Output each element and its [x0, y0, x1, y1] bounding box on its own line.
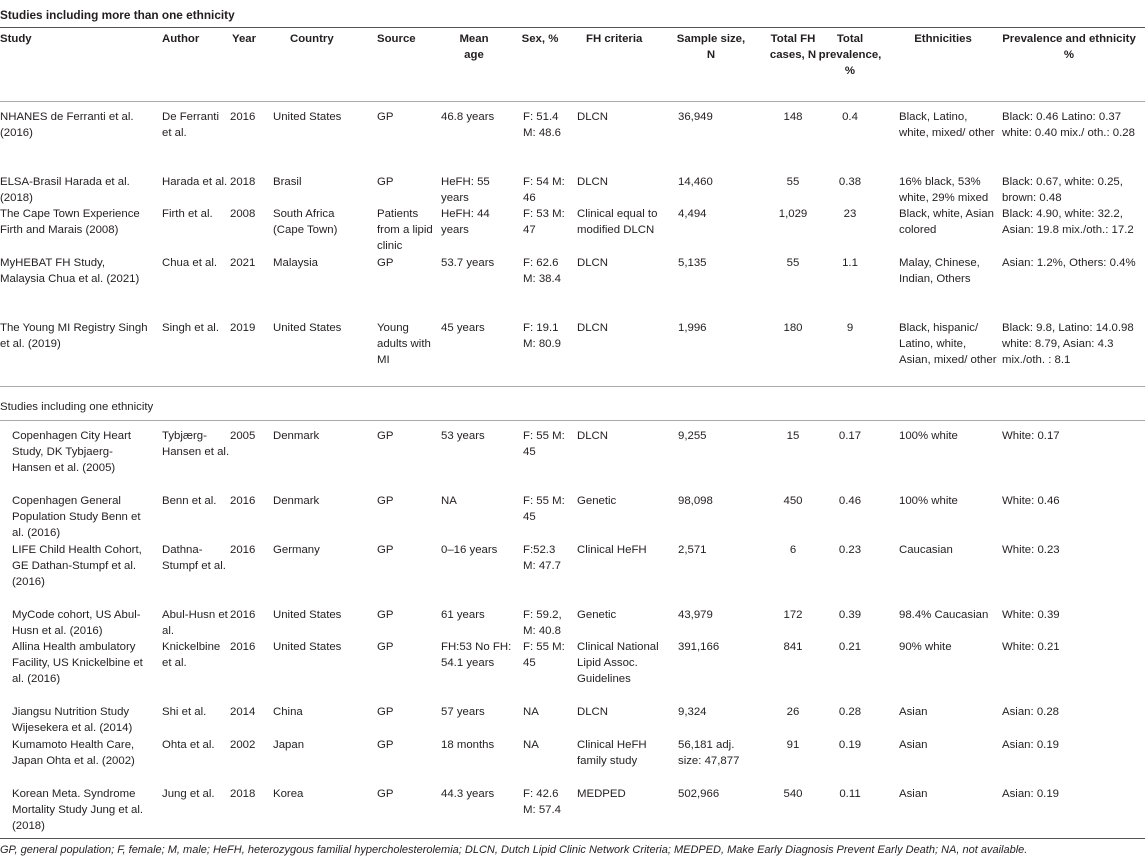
cell-fh-criteria: Clinical equal to modified DLCN — [577, 208, 658, 237]
header-prevalence-ethnicity: Prevalence and ethnicity % — [1002, 33, 1136, 62]
cell-sample-size: 98,098 — [678, 495, 713, 507]
cell-prevalence: 0.11 — [839, 788, 861, 800]
cell-prevalence-ethnicity: Black: 4.90, white: 32.2, Asian: 19.8 mix./oth.: 17.2 — [1002, 208, 1134, 237]
rule-section — [0, 386, 1145, 387]
cell-prevalence: 0.39 — [838, 609, 862, 621]
cell-mean-age: 53 years — [441, 430, 485, 442]
cell-fh-criteria: DLCN — [577, 257, 609, 269]
cell-country: South Africa (Cape Town) — [273, 208, 338, 237]
cell-year: 2016 — [230, 544, 256, 556]
cell-country: United States — [273, 322, 342, 334]
cell-ethnicities: Black, Latino, white, mixed/ other — [899, 111, 995, 140]
cell-sample-size: 43,979 — [678, 609, 713, 621]
cell-fh-cases: 1,029 — [778, 208, 808, 220]
cell-sex: F: 42.6 M: 57.4 — [523, 788, 561, 817]
cell-sex: F: 53 M: 47 — [523, 208, 565, 237]
cell-fh-criteria: Clinical HeFH — [577, 544, 647, 556]
cell-sample-size: 2,571 — [678, 544, 707, 556]
cell-mean-age: FH:53 No FH: 54.1 years — [441, 641, 512, 670]
cell-sample-size: 9,324 — [678, 706, 707, 718]
cell-study: ELSA-Brasil Harada et al. (2018) — [0, 176, 130, 205]
cell-prevalence-ethnicity: Asian: 0.19 — [1002, 739, 1059, 751]
cell-sample-size: 36,949 — [678, 111, 713, 123]
cell-country: United States — [273, 641, 342, 653]
cell-ethnicities: Asian — [899, 739, 928, 751]
cell-country: United States — [273, 609, 342, 621]
cell-prevalence: 0.21 — [838, 641, 862, 653]
cell-country: Brasil — [273, 176, 302, 188]
cell-study: Kumamoto Health Care, Japan Ohta et al. (2002) — [12, 739, 135, 768]
cell-ethnicities: 16% black, 53% white, 29% mixed — [899, 176, 989, 205]
header-fh-cases: Total FH cases, N — [769, 33, 817, 62]
cell-year: 2014 — [230, 706, 256, 718]
header-study: Study — [0, 33, 32, 45]
cell-mean-age: 61 years — [441, 609, 485, 621]
cell-author: Tybjærg-Hansen et al. — [162, 430, 230, 459]
cell-country: Malaysia — [273, 257, 318, 269]
cell-sex: F: 55 M: 45 — [523, 641, 565, 670]
cell-source: GP — [377, 788, 394, 800]
cell-author: Singh et al. — [162, 322, 219, 334]
header-fh-criteria: FH criteria — [586, 33, 643, 45]
cell-prevalence: 0.38 — [838, 176, 862, 188]
cell-mean-age: 45 years — [441, 322, 485, 334]
cell-source: Patients from a lipid clinic — [377, 208, 433, 253]
cell-author: Knickelbine et al. — [162, 641, 221, 670]
cell-study: Allina Health ambulatory Facility, US Knickelbine et al. (2016) — [12, 641, 143, 686]
cell-fh-criteria: DLCN — [577, 176, 609, 188]
cell-fh-criteria: Clinical HeFH family study — [577, 739, 647, 768]
cell-year: 2008 — [230, 208, 256, 220]
cell-sex: NA — [523, 706, 539, 718]
cell-prevalence: 0.19 — [838, 739, 862, 751]
cell-fh-criteria: Genetic — [577, 495, 617, 507]
cell-fh-criteria: DLCN — [577, 706, 609, 718]
header-year: Year — [232, 33, 257, 45]
cell-source: Young adults with MI — [377, 322, 431, 367]
cell-year: 2005 — [230, 430, 256, 442]
cell-fh-cases: 148 — [783, 111, 803, 123]
cell-sample-size: 9,255 — [678, 430, 707, 442]
cell-year: 2016 — [230, 111, 256, 123]
cell-source: GP — [377, 641, 394, 653]
cell-fh-cases: 172 — [783, 609, 803, 621]
cell-prevalence-ethnicity: Asian: 1.2%, Others: 0.4% — [1002, 257, 1136, 269]
cell-prevalence-ethnicity: White: 0.17 — [1002, 430, 1060, 442]
cell-prevalence-ethnicity: White: 0.46 — [1002, 495, 1060, 507]
rule-top — [0, 27, 1145, 28]
cell-prevalence-ethnicity: White: 0.39 — [1002, 609, 1060, 621]
cell-ethnicities: 100% white — [899, 495, 958, 507]
cell-source: GP — [377, 609, 394, 621]
cell-year: 2016 — [230, 495, 256, 507]
cell-ethnicities: Caucasian — [899, 544, 953, 556]
cell-sex: F: 55 M: 45 — [523, 495, 565, 524]
cell-prevalence: 0.4 — [842, 111, 858, 123]
cell-ethnicities: Asian — [899, 788, 928, 800]
cell-sex: F: 59.2, M: 40.8 — [523, 609, 562, 638]
cell-fh-criteria: DLCN — [577, 111, 609, 123]
cell-year: 2021 — [230, 257, 256, 269]
cell-country: China — [273, 706, 303, 718]
cell-country: United States — [273, 111, 342, 123]
cell-year: 2018 — [230, 176, 256, 188]
cell-sample-size: 5,135 — [678, 257, 707, 269]
cell-prevalence: 0.28 — [838, 706, 862, 718]
cell-fh-cases: 180 — [783, 322, 803, 334]
section-title: Studies including one ethnicity — [0, 401, 154, 413]
header-country: Country — [290, 33, 334, 45]
table-title: Studies including more than one ethnicity — [0, 8, 235, 22]
cell-source: GP — [377, 706, 394, 718]
cell-source: GP — [377, 430, 394, 442]
cell-ethnicities: Black, hispanic/ Latino, white, Asian, mixed/ other — [899, 322, 997, 367]
cell-sample-size: 4,494 — [678, 208, 707, 220]
cell-fh-cases: 450 — [783, 495, 803, 507]
cell-source: GP — [377, 544, 394, 556]
cell-fh-cases: 6 — [789, 544, 797, 556]
cell-author: Harada et al. — [162, 176, 228, 188]
cell-ethnicities: 90% white — [899, 641, 952, 653]
cell-author: Chua et al. — [162, 257, 218, 269]
cell-prevalence: 0.17 — [838, 430, 862, 442]
header-source: Source — [377, 33, 416, 45]
cell-fh-criteria: Genetic — [577, 609, 617, 621]
cell-year: 2019 — [230, 322, 256, 334]
cell-prevalence-ethnicity: Black: 9.8, Latino: 14.0.98 white: 8.79, Asian: 4.3 mix./oth. : 8.1 — [1002, 322, 1134, 367]
cell-mean-age: 0–16 years — [441, 544, 498, 556]
cell-sex: F: 55 M: 45 — [523, 430, 565, 459]
cell-prevalence: 0.23 — [838, 544, 862, 556]
cell-author: Benn et al. — [162, 495, 217, 507]
cell-ethnicities: 100% white — [899, 430, 958, 442]
header-author: Author — [162, 33, 200, 45]
cell-author: Abul-Husn et al. — [162, 609, 228, 638]
cell-study: MyCode cohort, US Abul-Husn et al. (2016) — [12, 609, 141, 638]
cell-sex: F: 54 M: 46 — [523, 176, 565, 205]
cell-sample-size: 502,966 — [678, 788, 720, 800]
cell-author: Jung et al. — [162, 788, 215, 800]
header-ethnicities: Ethnicities — [914, 33, 972, 45]
cell-mean-age: 46.8 years — [441, 111, 495, 123]
cell-sex: F: 62.6 M: 38.4 — [523, 257, 561, 286]
cell-prevalence-ethnicity: White: 0.21 — [1002, 641, 1060, 653]
cell-ethnicities: Black, white, Asian colored — [899, 208, 994, 237]
cell-ethnicities: 98.4% Caucasian — [899, 609, 989, 621]
header-prevalence: Total prevalence, % — [818, 33, 882, 78]
cell-author: Shi et al. — [162, 706, 207, 718]
cell-sex: F: 51.4 M: 48.6 — [523, 111, 561, 140]
cell-source: GP — [377, 495, 394, 507]
header-mean-age: Mean age — [459, 33, 489, 62]
cell-fh-criteria: MEDPED — [577, 788, 626, 800]
cell-country: Korea — [273, 788, 304, 800]
cell-prevalence-ethnicity: Black: 0.46 Latino: 0.37 white: 0.40 mix./ oth.: 0.28 — [1002, 111, 1135, 140]
cell-prevalence: 0.46 — [838, 495, 862, 507]
cell-study: The Cape Town Experience Firth and Marais (2008) — [0, 208, 140, 237]
rule-header — [0, 101, 1145, 102]
cell-fh-criteria: DLCN — [577, 430, 609, 442]
cell-mean-age: HeFH: 55 years — [441, 176, 490, 205]
cell-fh-cases: 540 — [783, 788, 803, 800]
cell-mean-age: 18 months — [441, 739, 495, 751]
cell-author: Ohta et al. — [162, 739, 215, 751]
cell-study: Korean Meta. Syndrome Mortality Study Jung et al. (2018) — [12, 788, 144, 833]
cell-sample-size: 391,166 — [678, 641, 720, 653]
cell-ethnicities: Asian — [899, 706, 928, 718]
cell-sample-size: 14,460 — [678, 176, 713, 188]
cell-fh-cases: 55 — [786, 257, 800, 269]
cell-prevalence-ethnicity: White: 0.23 — [1002, 544, 1060, 556]
cell-prevalence: 23 — [843, 208, 857, 220]
cell-prevalence-ethnicity: Black: 0.67, white: 0.25, brown: 0.48 — [1002, 176, 1123, 205]
cell-sex: NA — [523, 739, 539, 751]
cell-study: Copenhagen City Heart Study, DK Tybjaerg-Hansen et al. (2005) — [12, 430, 132, 475]
cell-fh-cases: 55 — [786, 176, 800, 188]
cell-country: Japan — [273, 739, 305, 751]
cell-study: Copenhagen General Population Study Benn et al. (2016) — [12, 495, 141, 540]
cell-country: Denmark — [273, 495, 320, 507]
cell-country: Germany — [273, 544, 320, 556]
cell-sample-size: 1,996 — [678, 322, 707, 334]
cell-study: Jiangsu Nutrition Study Wijesekera et al. (2014) — [12, 706, 133, 735]
cell-fh-cases: 15 — [786, 430, 800, 442]
cell-sex: F:52.3 M: 47.7 — [523, 544, 561, 573]
cell-fh-cases: 91 — [786, 739, 800, 751]
cell-mean-age: HeFH: 44 years — [441, 208, 490, 237]
cell-mean-age: 53.7 years — [441, 257, 495, 269]
cell-mean-age: 44.3 years — [441, 788, 495, 800]
cell-year: 2002 — [230, 739, 256, 751]
cell-year: 2018 — [230, 788, 256, 800]
cell-prevalence-ethnicity: Asian: 0.19 — [1002, 788, 1059, 800]
cell-fh-cases: 841 — [783, 641, 803, 653]
cell-fh-criteria: DLCN — [577, 322, 609, 334]
cell-year: 2016 — [230, 609, 256, 621]
cell-author: De Ferranti et al. — [162, 111, 219, 140]
cell-source: GP — [377, 111, 394, 123]
cell-source: GP — [377, 739, 394, 751]
cell-source: GP — [377, 176, 394, 188]
rule-bottom — [0, 838, 1145, 839]
rule-section2 — [0, 420, 1145, 421]
cell-ethnicities: Malay, Chinese, Indian, Others — [899, 257, 980, 286]
cell-mean-age: NA — [441, 495, 457, 507]
header-sample-size: Sample size, N — [676, 33, 746, 62]
cell-prevalence: 1.1 — [842, 257, 858, 269]
cell-fh-criteria: Clinical National Lipid Assoc. Guidelines — [577, 641, 659, 686]
cell-study: LIFE Child Health Cohort, GE Dathan-Stumpf et al. (2016) — [12, 544, 142, 589]
cell-prevalence-ethnicity: Asian: 0.28 — [1002, 706, 1059, 718]
cell-country: Denmark — [273, 430, 320, 442]
cell-fh-cases: 26 — [786, 706, 800, 718]
cell-study: MyHEBAT FH Study, Malaysia Chua et al. (2021) — [0, 257, 140, 286]
cell-sex: F: 19.1 M: 80.9 — [523, 322, 561, 351]
cell-author: Dathna-Stumpf et al. — [162, 544, 226, 573]
cell-author: Firth et al. — [162, 208, 213, 220]
cell-prevalence: 9 — [846, 322, 854, 334]
cell-mean-age: 57 years — [441, 706, 485, 718]
footnote: GP, general population; F, female; M, male; HeFH, heterozygous familial hypercholesterolemia; DLCN, Dutch Lipid Clinic Network Criteria; MEDPED, Make Early Diagnosis Prevent Early Death; NA, not available. — [0, 844, 1028, 856]
cell-year: 2016 — [230, 641, 256, 653]
cell-study: NHANES de Ferranti et al. (2016) — [0, 111, 134, 140]
cell-study: The Young MI Registry Singh et al. (2019) — [0, 322, 148, 351]
cell-source: GP — [377, 257, 394, 269]
header-sex: Sex, % — [521, 33, 559, 45]
cell-sample-size: 56,181 adj. size: 47,877 — [678, 739, 740, 768]
